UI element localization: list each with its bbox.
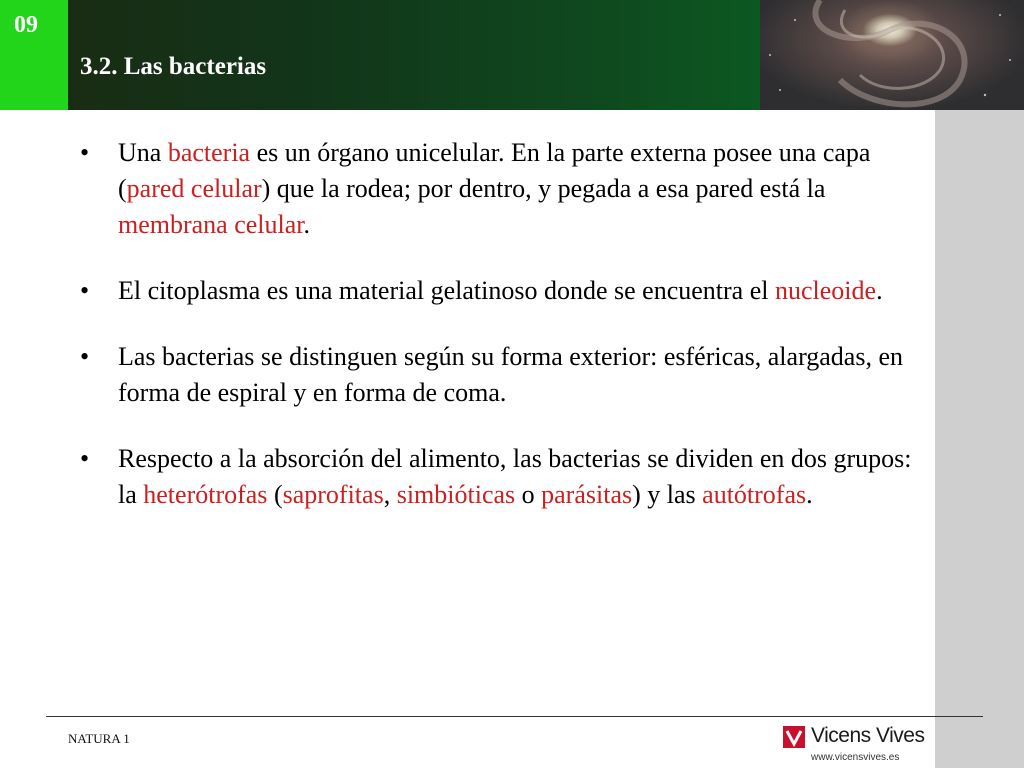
chapter-badge <box>0 0 68 110</box>
bullet-text: Una <box>118 138 168 167</box>
book-label: NATURA 1 <box>68 731 130 746</box>
highlighted-term: pared celular <box>126 174 262 203</box>
bullet-text: es un órgano unicelular. En la parte externa posee una capa ( <box>118 138 871 203</box>
highlighted-term: parásitas <box>541 480 633 509</box>
right-decor-strip <box>935 110 1024 768</box>
bullet-text: ( <box>267 480 283 509</box>
highlighted-term: simbióticas <box>396 480 516 509</box>
bullet-text: El citoplasma es una material gelatinoso donde se encuentra el <box>118 276 775 305</box>
bullet-text: ) que la rodea; por dentro, y pegada a esa pared está la <box>261 174 826 203</box>
bullet-item <box>80 441 930 513</box>
bullet-text: , <box>383 480 397 509</box>
slide-header <box>0 0 1024 110</box>
chapter-number: 09 <box>14 12 38 38</box>
publisher-logo <box>783 726 933 766</box>
bullet-text: o <box>515 480 542 509</box>
footer-divider <box>46 716 983 717</box>
bullet-list <box>80 135 930 543</box>
publisher-name: Vicens Vives <box>811 724 925 747</box>
highlighted-term: membrana celular <box>118 210 304 239</box>
bullet-item <box>80 339 930 411</box>
highlighted-term: heterótrofas <box>143 480 268 509</box>
bullet-text: ) y las <box>632 480 703 509</box>
publisher-url: www.vicensvives.es <box>811 752 900 763</box>
bullet-text: . <box>876 276 883 305</box>
highlighted-term: bacteria <box>167 138 251 167</box>
bullet-text: . <box>806 480 813 509</box>
bullet-text: Las bacterias se distinguen según su forma exterior: esféricas, alargadas, en forma de espiral y en forma de coma. <box>118 342 904 407</box>
bullet-item <box>80 135 930 243</box>
galaxy-image <box>760 0 1024 110</box>
bullet-text: Respecto a la absorción del alimento, las bacterias se dividen en dos grupos: la <box>118 444 912 509</box>
vicens-vives-logo-icon <box>783 726 805 748</box>
highlighted-term: autótrofas <box>702 480 807 509</box>
page-title: 3.2. Las bacterias <box>80 53 267 80</box>
bullet-text: . <box>303 210 311 239</box>
highlighted-term: saprofitas <box>282 480 384 509</box>
bullet-item <box>80 273 930 309</box>
highlighted-term: nucleoide <box>774 276 877 305</box>
